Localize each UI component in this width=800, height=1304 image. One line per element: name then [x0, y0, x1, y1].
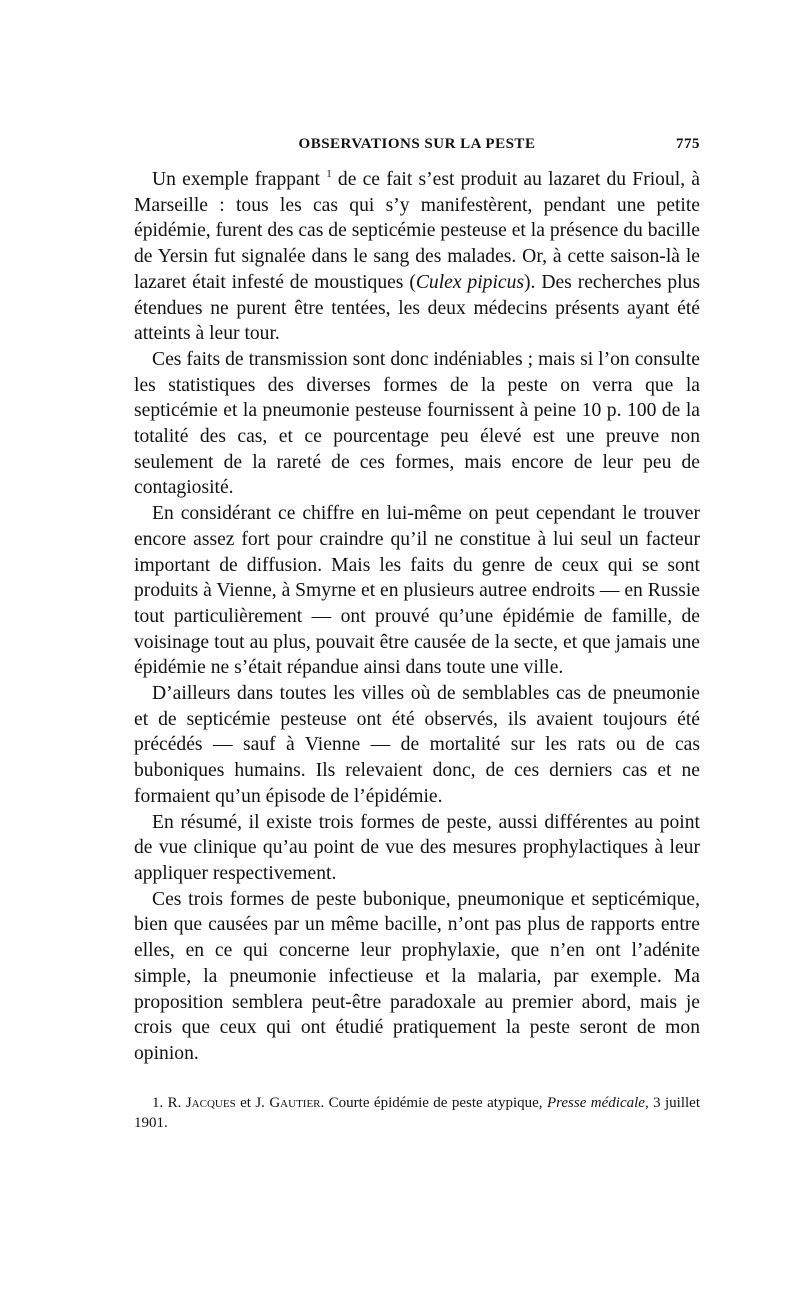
page-number: 775: [676, 136, 700, 152]
paragraph-1: [134, 167, 700, 347]
species-name: Culex pipicus: [415, 271, 525, 293]
footnote-author-1: R. Jacques: [167, 1095, 236, 1111]
paragraph-1-text-c: ). Des recherches plus étendues ne purent être tentées, les deux médecins présents ayant été atteints à leur tour.: [134, 271, 700, 345]
footnote: [134, 1093, 700, 1133]
body-text: [134, 167, 700, 1067]
running-title: OBSERVATIONS SUR LA PESTE: [298, 136, 536, 152]
footnote-title: . Courte épidémie de peste atypique,: [320, 1095, 547, 1111]
paragraph-4: D’ailleurs dans toutes les villes où de semblables cas de pneumonie et de septicémie pesteuse ont été observés, ils avaient toujours été précédés — sauf à Vienne — de mortalité sur les rats ou de cas buboniques humains. Ils relevaient donc, de ces derniers cas et ne formaient qu’un épisode de l’épidémie.: [134, 683, 700, 807]
paragraph-1-text-a: Un exemple frappant: [152, 169, 327, 190]
paragraph-5: En résumé, il existe trois formes de peste, aussi différentes au point de vue clinique qu’au point de vue des mesures prophylactiques à leur appliquer respectivement.: [134, 811, 700, 884]
footnote-conjunction: et: [235, 1095, 256, 1111]
footnote-journal: Presse médicale: [546, 1095, 645, 1111]
paragraph-6: Ces trois formes de peste bubonique, pneumonique et septicémique, bien que causées par un même bacille, n’ont pas plus de rapports entre elles, en ce qui concerne leur prophylaxie, que n’en ont l’adénite simple, la pneumonie infectieuse et la malaria, par exemple. Ma proposition semblera peut-être paradoxale au premier abord, mais je crois que ceux qui ont étudié pratiquement la peste seront de mon opinion.: [134, 888, 700, 1064]
footnote-date: , 3 juillet 1901.: [134, 1095, 701, 1131]
footnote-author-2: J. Gautier: [255, 1095, 321, 1111]
running-header: [134, 136, 700, 160]
footnote-reference: 1: [326, 168, 332, 180]
paragraph-3: En considérant ce chiffre en lui-même on peut cependant le trouver encore assez fort pour craindre qu’il ne constitue à lui seul un facteur important de diffusion. Mais les faits du genre de ceux qui se sont produits à Vienne, à Smyrne et en plusieurs autree endroits — en Russie tout particulièrement — ont prouvé qu’une épidémie de famille, de voisinage tout au plus, pouvait être causée de la secte, et que jamais une épidémie ne s’était répandue ainsi dans toute une ville.: [134, 503, 701, 679]
footnote-number: 1.: [152, 1095, 164, 1111]
paragraph-1-text-b: de ce fait s’est produit au lazaret du Frioul, à Marseille : tous les cas qui s’y manifestèrent, pendant une petite épidémie, furent des cas de septicémie pesteuse et la présence du bacille de Yersin fut signalée dans le sang des malades. Or, à cette saison-là le lazaret était infesté de moustiques (: [134, 169, 701, 293]
paragraph-2: Ces faits de transmission sont donc indéniables ; mais si l’on consulte les statistiques des diverses formes de la peste on verra que la septicémie et la pneumonie pesteuse fournissent à peine 10 p. 100 de la totalité des cas, et ce pourcentage peu élevé est une preuve non seulement de la rareté de ces formes, mais encore de leur peu de contagiosité.: [134, 348, 700, 499]
